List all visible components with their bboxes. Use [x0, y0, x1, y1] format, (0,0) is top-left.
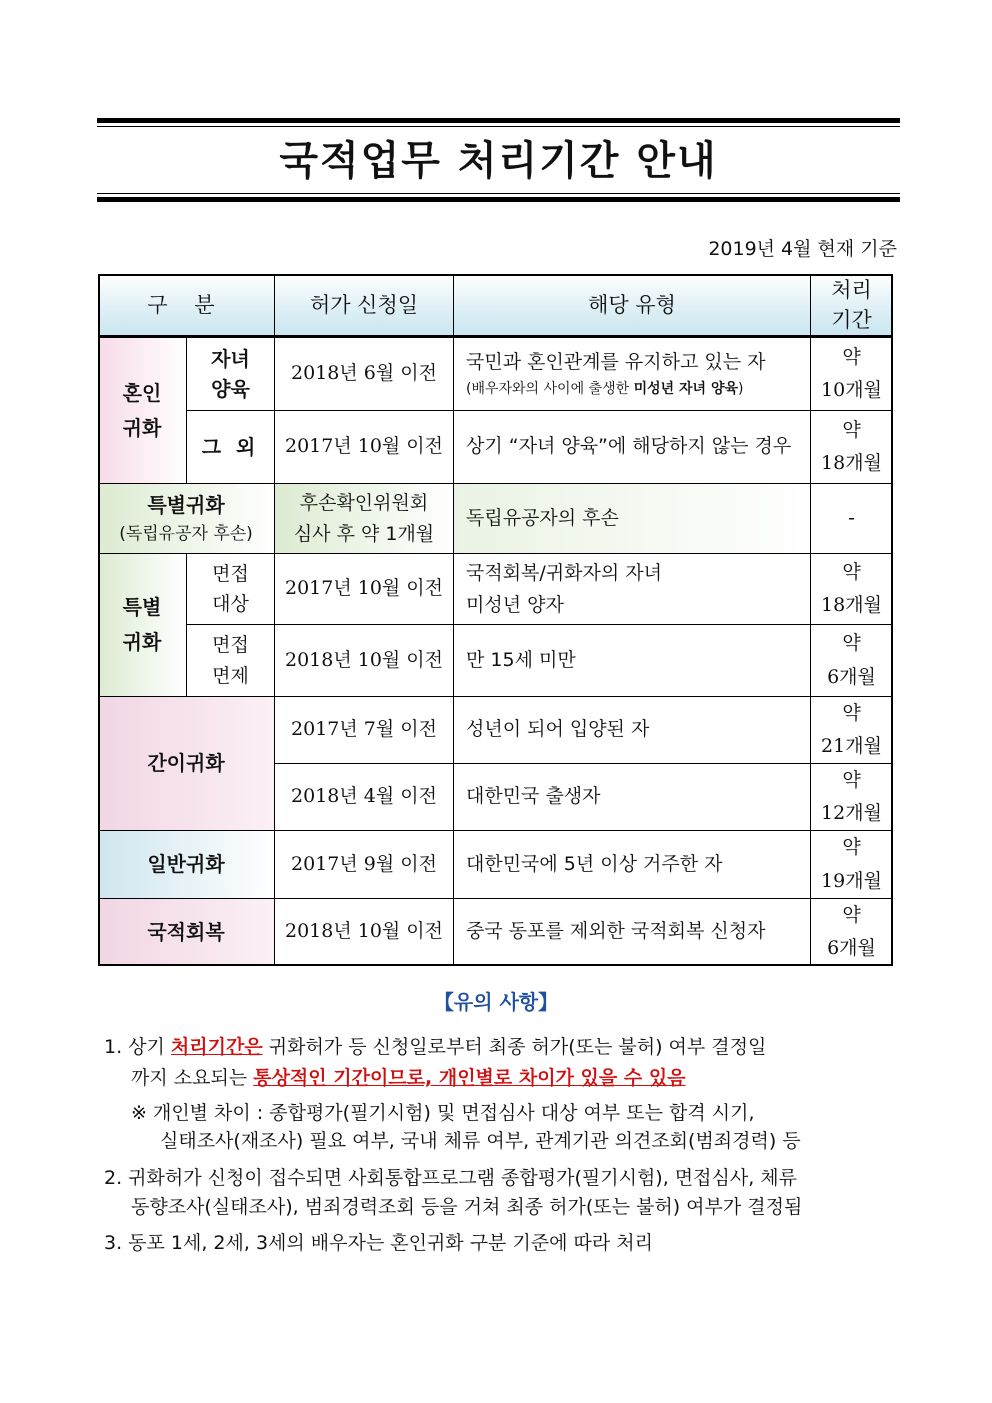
header-period [811, 274, 893, 337]
special2-interview-sub [187, 554, 275, 625]
general-period-a: 약 [842, 836, 861, 859]
header-period-label: 처리 기간 [831, 277, 872, 332]
note-1-prefix: 1. 상기 [104, 1036, 171, 1058]
simple-row1-period-a: 약 [842, 701, 861, 724]
note-1-sub1: ※ 개인별 차이 : 종합평가(필기시험) 및 면접심사 대상 여부 또는 합격 시기, [131, 1102, 755, 1124]
special2-exempt-period-a: 약 [842, 632, 861, 655]
marriage-other-date-text: 2017년 10월 이전 [284, 435, 444, 458]
special2-interview-date [275, 554, 454, 625]
general-period [811, 831, 893, 899]
general-period-b: 19개월 [821, 869, 882, 892]
restore-period-b: 6개월 [827, 937, 876, 959]
restore-group-label: 국적회복 [147, 919, 225, 944]
title-rule-top-thin [97, 126, 900, 127]
special2-interview-date-text: 2017년 10월 이전 [284, 577, 444, 600]
marriage-child-date-text: 2018년 6월 이전 [291, 362, 437, 385]
special1-group [98, 484, 275, 554]
special2-interview-period-a: 약 [842, 560, 861, 583]
special2-interview-type [454, 554, 811, 625]
general-date [275, 831, 454, 899]
marriage-other-date [275, 411, 454, 484]
restore-date [275, 899, 454, 966]
simple-row2-date-text: 2018년 4월 이전 [291, 785, 437, 808]
as-of-date: 2019년 4월 현재 기준 [708, 238, 897, 260]
general-type-text: 대한민국에 5년 이상 거주한 자 [466, 852, 723, 875]
simple-group-label: 간이귀화 [147, 751, 225, 775]
marriage-child-sub-label: 자녀 양육 [211, 347, 250, 401]
simple-row1-type-text: 성년이 되어 입양된 자 [466, 718, 650, 741]
note-2-line2: 동향조사(실태조사), 범죄경력조회 등을 거쳐 최종 허가(또는 불허) 여부가 결정됨 [131, 1196, 803, 1218]
marriage-child-type-line1: 국민과 혼인관계를 유지하고 있는 자 [466, 350, 766, 373]
marriage-other-type-text: 상기 “자녀 양육”에 해당하지 않는 경우 [466, 435, 792, 458]
special2-interview-type-a: 국적회복/귀화자의 자녀 [466, 561, 662, 584]
simple-row1-date-text: 2017년 7월 이전 [291, 718, 437, 741]
marriage-child-sub [187, 338, 275, 411]
general-group [98, 831, 275, 899]
header-category [98, 274, 275, 337]
simple-row1-date [275, 697, 454, 764]
marriage-other-type [454, 411, 811, 484]
marriage-other-sub [187, 411, 275, 484]
simple-row1-period [811, 697, 893, 764]
marriage-other-period [811, 411, 893, 484]
special1-group-sub: (독립유공자 후손) [119, 523, 253, 544]
header-category-label: 구 분 [147, 292, 225, 317]
general-group-label: 일반귀화 [147, 852, 225, 876]
marriage-child-date [275, 338, 454, 411]
title-rule-bottom-thin [97, 193, 900, 194]
marriage-child-type-line2 [466, 378, 743, 401]
marriage-group [98, 338, 187, 484]
simple-group [98, 697, 275, 831]
marriage-child-period-a: 약 [842, 345, 861, 368]
note-3: 3. 동포 1세, 2세, 3세의 배우자는 혼인귀화 구분 기준에 따라 처리 [104, 1232, 654, 1254]
title-rule-bottom-thick [97, 197, 900, 202]
header-type [454, 274, 811, 337]
marriage-child-type-line2-b: 미성년 자녀 양육 [633, 381, 738, 398]
special2-interview-type-b: 미성년 양자 [466, 594, 564, 616]
restore-group [98, 899, 275, 966]
header-apply-date [275, 274, 454, 337]
header-type-label: 해당 유형 [588, 292, 676, 317]
simple-row2-type-text: 대한민국 출생자 [466, 785, 601, 808]
simple-row2-period-a: 약 [842, 768, 861, 791]
simple-row2-date [275, 764, 454, 831]
marriage-other-sub-label: 그 외 [201, 434, 260, 459]
special2-exempt-sub [187, 625, 275, 697]
note-1-highlight-a: 처리기간은 [170, 1036, 263, 1058]
special2-group [98, 554, 187, 697]
special1-period [811, 484, 893, 554]
marriage-other-period-a: 약 [842, 418, 861, 441]
note-2-line1: 2. 귀화허가 신청이 접수되면 사회통합프로그램 종합평가(필기시험), 면접심사, 체류 [104, 1167, 797, 1189]
special2-interview-sub-b: 대상 [212, 593, 249, 615]
header-apply-date-label: 허가 신청일 [309, 292, 419, 317]
special1-date-b: 심사 후 약 1개월 [293, 522, 435, 545]
special2-interview-period-b: 18개월 [821, 594, 882, 616]
special1-type [454, 484, 811, 554]
special1-period-text: - [848, 506, 855, 529]
simple-row2-period [811, 764, 893, 831]
note-1-line2-prefix: 까지 소요되는 [131, 1067, 254, 1089]
general-type [454, 831, 811, 899]
marriage-other-period-b: 18개월 [821, 452, 882, 474]
note-1-highlight-b: 통상적인 기간이므로, 개인별로 차이가 있을 수 있음 [253, 1067, 686, 1089]
restore-type [454, 899, 811, 966]
special2-exempt-sub-b: 면제 [212, 664, 249, 687]
note-1-sub2: 실태조사(재조사) 필요 여부, 국내 체류 여부, 관계기관 의견조회(범죄경력) 등 [160, 1130, 801, 1152]
note-1-line2 [131, 1062, 686, 1094]
special2-exempt-type-text: 만 15세 미만 [466, 648, 576, 671]
special2-exempt-date-text: 2018년 10월 이전 [284, 648, 444, 671]
restore-type-text: 중국 동포를 제외한 국적회복 신청자 [466, 920, 766, 943]
marriage-child-type [454, 338, 811, 411]
marriage-child-period-b: 10개월 [821, 379, 882, 401]
general-date-text: 2017년 9월 이전 [291, 852, 437, 875]
special2-interview-sub-a: 면접 [212, 562, 249, 585]
restore-period [811, 899, 893, 966]
notes-title: 【유의 사항】 [433, 990, 559, 1014]
simple-row1-type [454, 697, 811, 764]
simple-row1-period-b: 21개월 [821, 735, 882, 757]
simple-row2-type [454, 764, 811, 831]
special1-date-a: 후손확인위원회 [299, 492, 429, 515]
special1-date [275, 484, 454, 554]
marriage-child-type-line2-a: (배우자와의 사이에 출생한 [466, 381, 634, 398]
special1-group-label: 특별귀화 [147, 492, 225, 517]
restore-date-text: 2018년 10월 이전 [284, 920, 444, 943]
special2-exempt-date [275, 625, 454, 697]
note-1-rest: 귀화허가 등 신청일로부터 최종 허가(또는 불허) 여부 결정일 [262, 1036, 767, 1058]
marriage-group-label: 혼인 귀화 [122, 380, 162, 440]
header-double-rule [98, 335, 893, 338]
marriage-child-period [811, 338, 893, 411]
simple-row2-period-b: 12개월 [821, 802, 882, 824]
special2-exempt-sub-a: 면접 [212, 634, 249, 657]
special2-exempt-type [454, 625, 811, 697]
special2-exempt-period-b: 6개월 [827, 665, 876, 688]
note-1-line1 [104, 1031, 766, 1063]
page-title: 국적업무 처리기간 안내 [279, 138, 718, 184]
special1-type-text: 독립유공자의 후손 [466, 506, 619, 529]
title-rule-top-thick [97, 118, 900, 123]
special2-exempt-period [811, 625, 893, 697]
marriage-child-type-line2-c: ) [738, 381, 744, 398]
restore-period-a: 약 [842, 903, 861, 926]
special2-interview-period [811, 554, 893, 625]
special2-group-label: 특별 귀화 [122, 595, 162, 654]
